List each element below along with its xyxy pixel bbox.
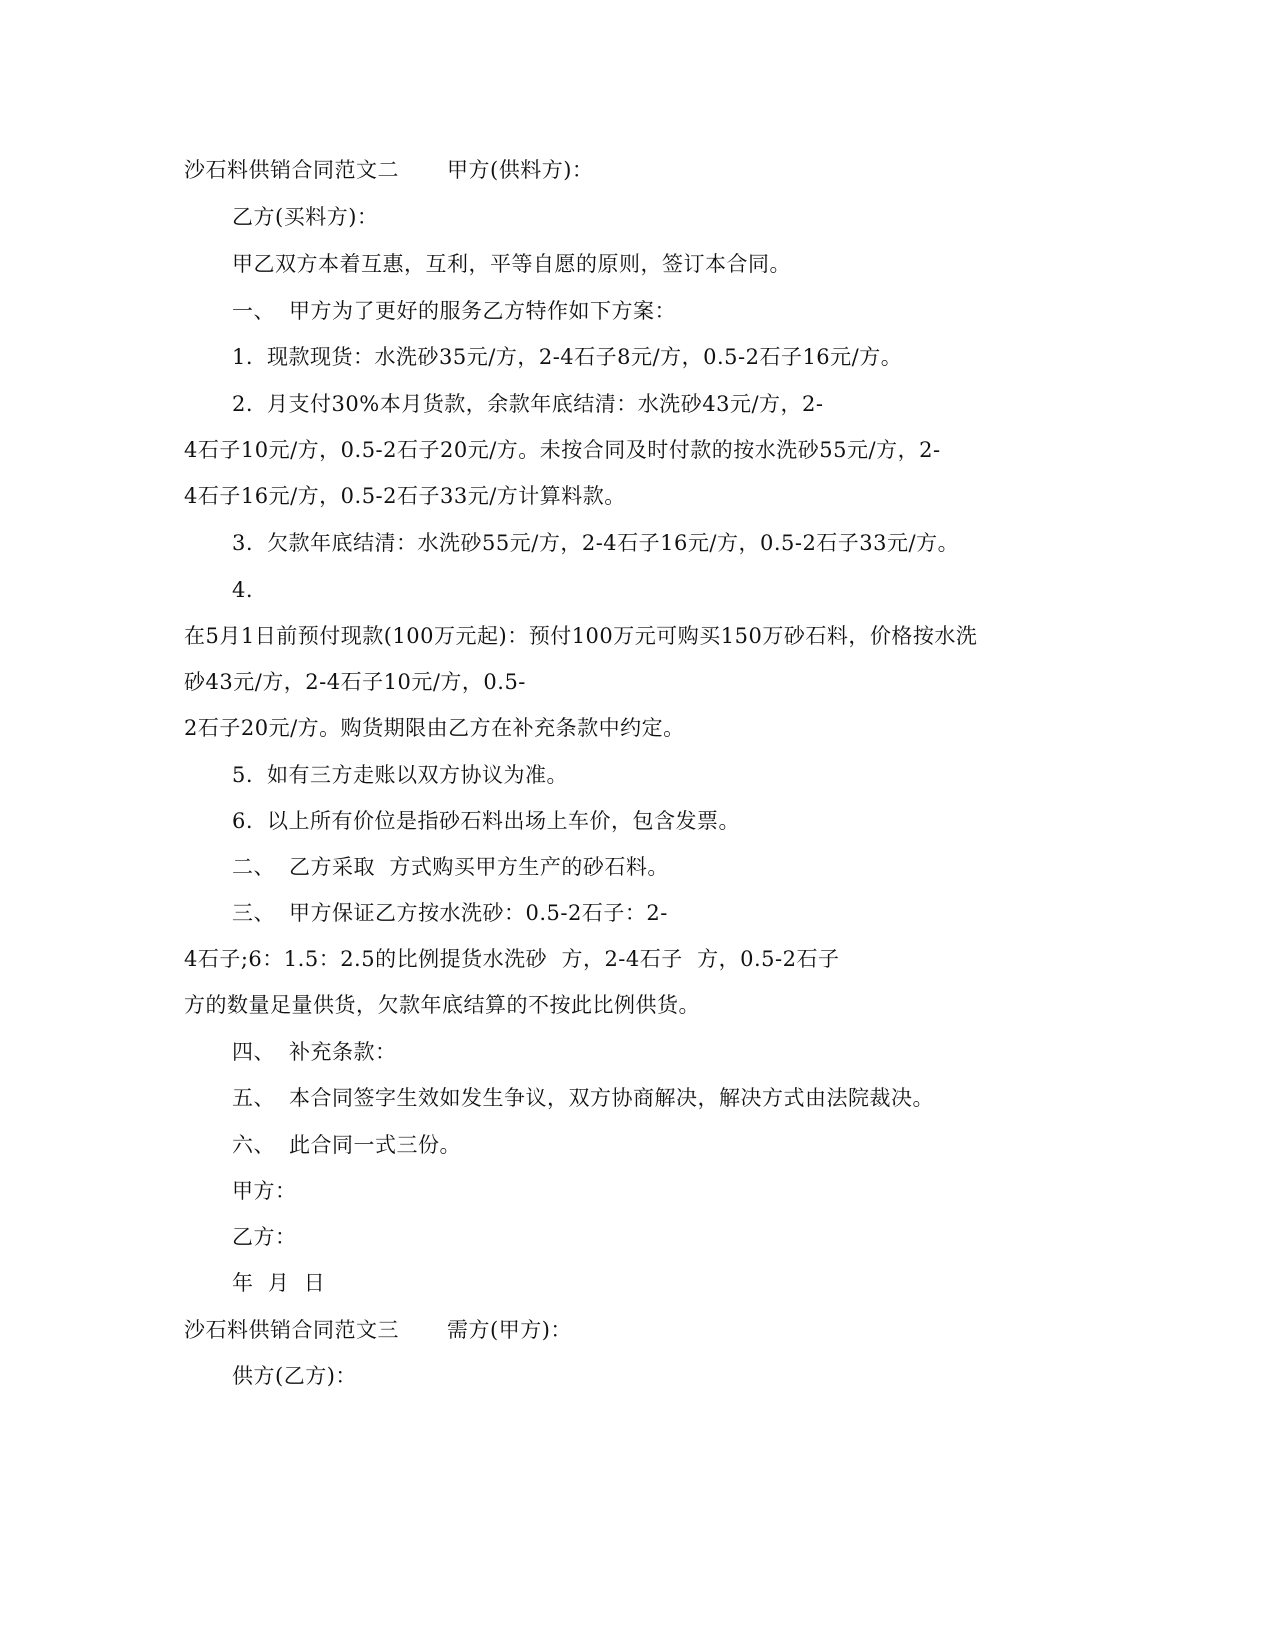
item-1 xyxy=(232,343,902,371)
item-6 xyxy=(232,807,740,835)
clause-3 xyxy=(232,899,668,927)
clause-number: 五、 xyxy=(232,1086,275,1110)
buyer-label: 需方(甲方)： xyxy=(447,1318,572,1342)
clause-6 xyxy=(232,1131,461,1159)
clause-5 xyxy=(232,1084,934,1112)
party-b-label: 乙方(买料方)： xyxy=(232,205,379,229)
item-number: 3. xyxy=(232,531,254,555)
item-text: 月支付30%本月货款，余款年底结清：水洗砂43元/方，2- xyxy=(267,392,824,416)
clause-number: 三、 xyxy=(232,901,275,925)
contract-title: 沙石料供销合同范文三 xyxy=(184,1318,399,1342)
clause-number: 四、 xyxy=(232,1040,275,1064)
section-heading-contract-2 xyxy=(184,156,593,184)
item-2-continued: 4石子10元/方，0.5-2石子20元/方。未按合同及时付款的按水洗砂55元/方，2- xyxy=(184,438,941,462)
item-4-text: 在5月1日前预付现款(100万元起)：预付100万元可购买150万砂石料，价格按水洗 xyxy=(184,624,978,648)
clause-number: 二、 xyxy=(232,855,275,879)
clause-text: 此合同一式三份。 xyxy=(289,1133,461,1157)
section-heading-contract-3 xyxy=(184,1316,572,1344)
item-number: 6. xyxy=(232,809,254,833)
item-3 xyxy=(232,529,959,557)
item-2-continued: 4石子16元/方，0.5-2石子33元/方计算料款。 xyxy=(184,484,626,508)
contract-title: 沙石料供销合同范文二 xyxy=(184,158,399,182)
signature-party-a: 甲方： xyxy=(232,1179,297,1203)
clause-text: 甲方为了更好的服务乙方特作如下方案： xyxy=(289,299,676,323)
item-number: 1. xyxy=(232,345,254,369)
item-5 xyxy=(232,761,568,789)
clause-text: 本合同签字生效如发生争议，双方协商解决，解决方式由法院裁决。 xyxy=(289,1086,934,1110)
clause-3-continued: 方的数量足量供货，欠款年底结算的不按此比例供货。 xyxy=(184,993,700,1017)
item-text: 以上所有价位是指砂石料出场上车价，包含发票。 xyxy=(267,809,741,833)
item-number: 5. xyxy=(232,763,254,787)
clause-2 xyxy=(232,853,669,881)
clause-4 xyxy=(232,1038,397,1066)
signature-party-b: 乙方： xyxy=(232,1225,297,1249)
supplier-label: 供方(乙方)： xyxy=(232,1364,357,1388)
item-number: 2. xyxy=(232,392,254,416)
item-text: 如有三方走账以双方协议为准。 xyxy=(267,763,569,787)
item-4-number: 4. xyxy=(232,578,254,602)
item-4-continued: 砂43元/方，2-4石子10元/方，0.5- xyxy=(184,670,526,694)
preamble-paragraph: 甲乙双方本着互惠，互利，平等自愿的原则，签订本合同。 xyxy=(232,252,791,276)
signature-date: 年 月 日 xyxy=(232,1271,326,1295)
clause-text: 乙方采取 方式购买甲方生产的砂石料。 xyxy=(289,855,669,879)
clause-text: 甲方保证乙方按水洗砂：0.5-2石子：2- xyxy=(289,901,668,925)
item-4-continued: 2石子20元/方。购货期限由乙方在补充条款中约定。 xyxy=(184,716,685,740)
clause-number: 六、 xyxy=(232,1133,275,1157)
party-a-label: 甲方(供料方)： xyxy=(447,158,594,182)
clause-number: 一、 xyxy=(232,299,275,323)
item-2 xyxy=(232,390,823,418)
item-text: 欠款年底结清：水洗砂55元/方，2-4石子16元/方，0.5-2石子33元/方。 xyxy=(267,531,960,555)
clause-3-continued: 4石子;6：1.5：2.5的比例提货水洗砂 方，2-4石子 方，0.5-2石子 xyxy=(184,947,840,971)
clause-text: 补充条款： xyxy=(289,1040,397,1064)
item-text: 现款现货：水洗砂35元/方，2-4石子8元/方，0.5-2石子16元/方。 xyxy=(267,345,903,369)
clause-1-heading xyxy=(232,297,676,325)
